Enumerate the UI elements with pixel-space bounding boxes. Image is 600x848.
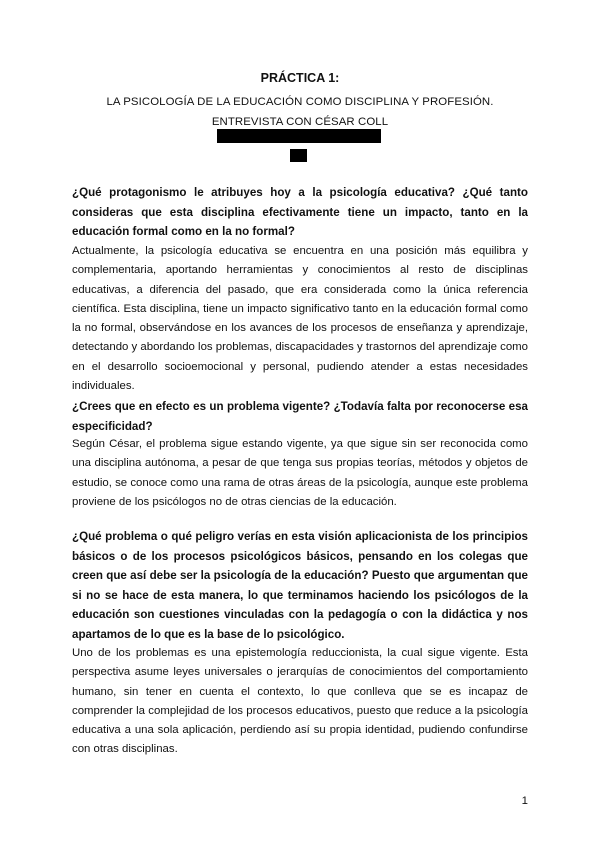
redacted-author-name: [217, 129, 381, 143]
page-number: 1: [521, 795, 528, 807]
question-3: ¿Qué problema o qué peligro verías en esta visión aplicacionista de los principios básicos o de los procesos psicológicos básicos, pensando en los colegas que creen que así debe ser la psicología de la educación? Puesto que argumentan que si no se hace de esta manera, lo que terminamos haciendo los psicólogos de la educación son cuestiones vinculadas con la pedagogía o con la didáctica y nos apartamos de lo que es la base de lo psicológico.: [72, 530, 528, 641]
question-1: ¿Qué protagonismo le atribuyes hoy a la psicología educativa? ¿Qué tanto consideras que esta disciplina efectivamente tiene un impacto, tanto en la educación formal como en la no formal?: [72, 186, 528, 239]
answer-3: Uno de los problemas es una epistemología reduccionista, la cual sigue vigente. Esta perspectiva asume leyes universales o jerarquías de conocimientos del comportamiento humano, sin tener en cuenta el contexto, lo que conlleva que se es incapaz de comprender la complejidad de los procesos educativos, puesto que reduce a la psicología educativa a una sola aplicación, perdiendo así su propia identidad, pudiendo confundirse con otras disciplinas.: [72, 647, 528, 756]
page-subtitle: LA PSICOLOGÍA DE LA EDUCACIÓN COMO DISCIPLINA Y PROFESIÓN. ENTREVISTA CON CÉSAR COLL: [106, 96, 494, 128]
answer-2: Según César, el problema sigue estando vigente, ya que sigue sin ser reconocida como una disciplina autónoma, a pesar de que tenga sus propias teorías, métodos y objetos de estudio, se conoce como una rama de otras áreas de la psicología, aunque este problema proviene de los psicólogos no de otras ciencias de la educación.: [72, 438, 528, 508]
redacted-author-mark: [290, 149, 307, 162]
question-2: ¿Crees que en efecto es un problema vigente? ¿Todavía falta por reconocerse esa especificidad?: [72, 400, 528, 433]
answer-1: Actualmente, la psicología educativa se encuentra en una posición más equilibra y complementaria, aportando herramientas y conocimientos al resto de disciplinas educativas, a diferencia del pasado, que era considerada como la única referencia científica. Esta disciplina, tiene un impacto significativo tanto en la educación formal como la no formal, observándose en los avances de los procesos de enseñanza y aprendizaje, detectando y abordando los problemas, discapacidades y trastornos del aprendizaje como en el desarrollo socioemocional y personal, pudiendo atender a estas necesidades individuales.: [72, 245, 528, 393]
page-title: PRÁCTICA 1:: [260, 71, 340, 85]
